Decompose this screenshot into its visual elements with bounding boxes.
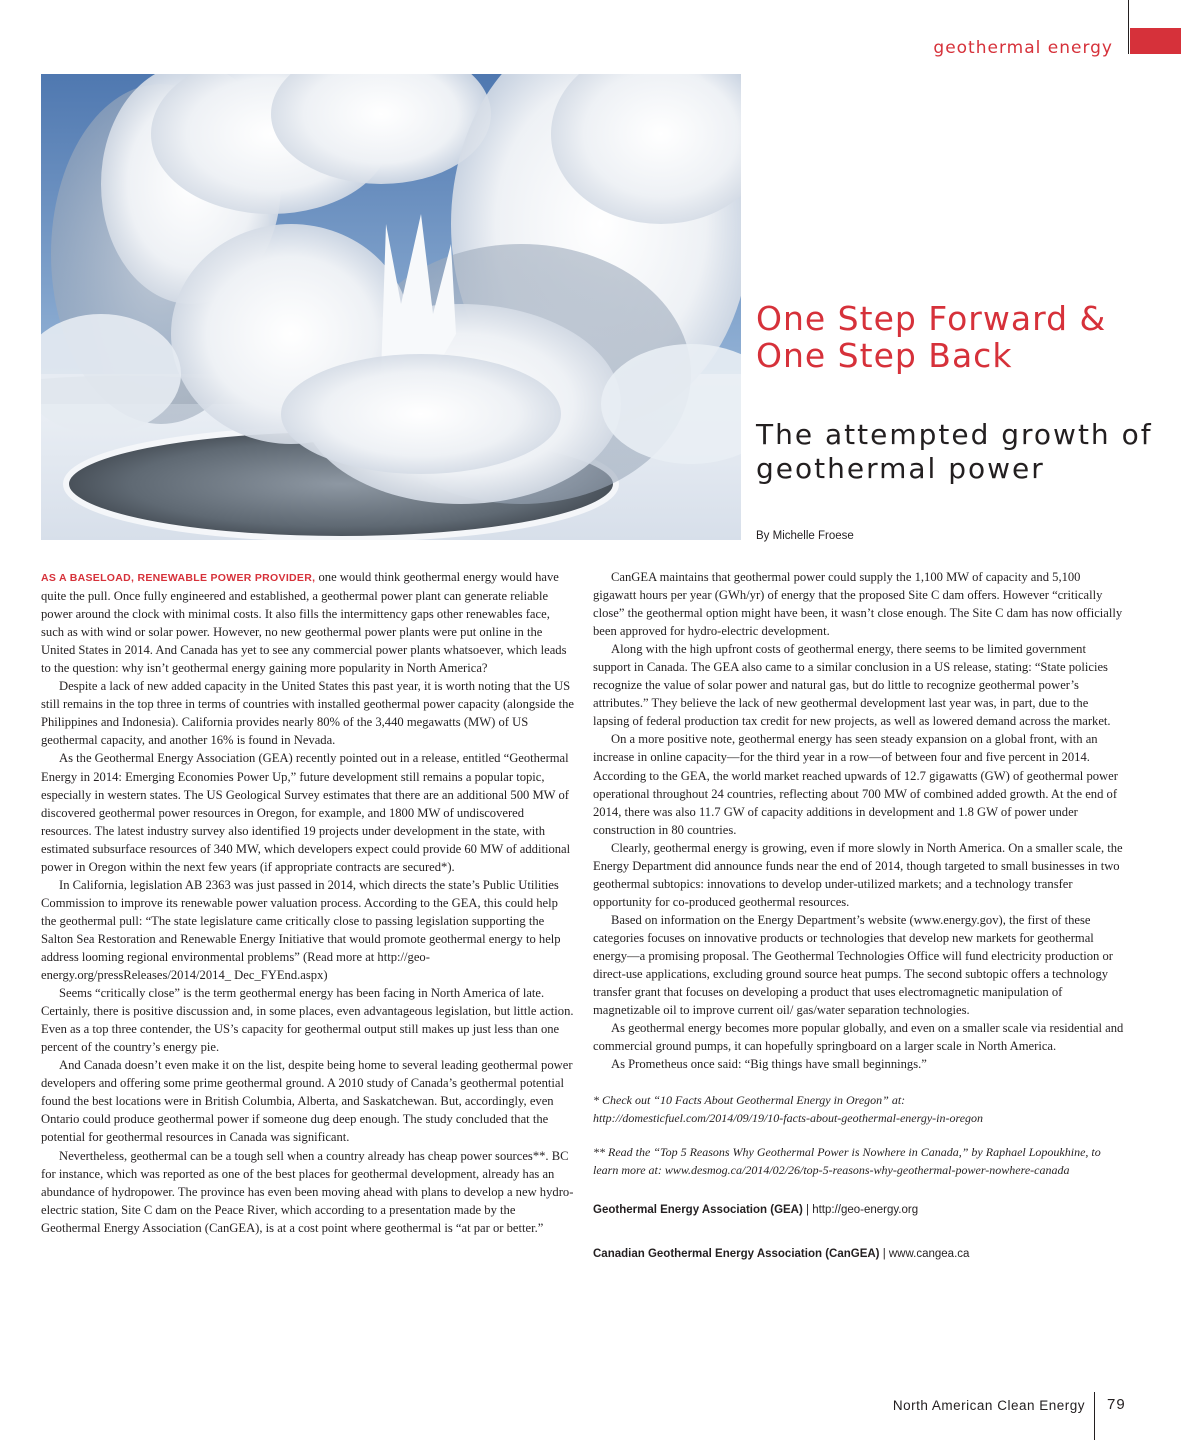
article-paragraph: Seems “critically close” is the term geothermal energy has been facing in North America of late. Certainly, there is positive discussion and, in some places, even advantageous legislation, but little action. Even as a top three contender, the US’s capacity for geothermal output still makes up just less than one percent of the country’s energy pie. [41,986,574,1055]
reference-gea-url[interactable]: | http://geo-energy.org [802,1204,919,1217]
article-title: One Step Forward & One Step Back [756,299,1107,375]
reference-cangea [593,1245,1126,1263]
article-paragraph: Based on information on the Energy Department’s website (www.energy.gov), the first of these categories focuses on innovative products or technologies that develop new markets for geothermal energy—a promising proposal. The Geothermal Technologies Office will fund electricity production or direct-use applications, excluding ground source heat pumps. The second subtopic offers a technology transfer grant that focuses on developing a product that uses electromagnetic manipulation of magnetizable oil to improve current oil/ gas/water separation technologies. [593,912,1113,1018]
header-divider [1128,0,1129,54]
footnote-1 [593,1091,1126,1127]
publication-name: North American Clean Energy [892,1398,1085,1413]
article-paragraph [41,568,574,677]
reference-cangea-name: Canadian Geothermal Energy Association (CanGEA) [593,1248,880,1261]
lead-in: AS A BASELOAD, RENEWABLE POWER PROVIDER, [41,572,316,584]
footnote-2: ** Read the “Top 5 Reasons Why Geothermal Power is Nowhere in Canada,” by Raphael Lopoukhine, to learn more at: www.desmog.ca/2014/02/26/top-5-reasons-why-geothermal-power-nowhere-canada [593,1145,1101,1178]
reference-gea-name: Geothermal Energy Association (GEA) [593,1204,803,1217]
reference-cangea-url[interactable]: | www.cangea.ca [879,1248,970,1261]
article-column-right [593,568,1126,1263]
reference-gea [593,1201,1126,1219]
article-paragraph: Despite a lack of new added capacity in the United States this past year, it is worth noting that the US still remains in the top three in terms of countries with installed geothermal power capacity (alongside the Philippines and Indonesia). California provides nearly 80% of the 3,440 megawatts (MW) of US geothermal capacity, and another 16% is found in Nevada. [41,679,574,748]
article-paragraph: CanGEA maintains that geothermal power could supply the 1,100 MW of capacity and 5,100 gigawatt hours per year (GWh/yr) of energy that the proposed Site C dam offers. However “critically close” the geothermal option might have been, it wasn’t close enough. The Site C dam has now officially been approved for hydro-electric development. [593,570,1123,639]
article-paragraph: And Canada doesn’t even make it on the list, despite being home to several leading geothermal power developers and offering some prime geothermal ground. A 2010 study of Canada’s geothermal potential found the best locations were in British Columbia, Alberta, and Saskatchewan. But, accordingly, even Ontario could produce geothermal power if someone dug deep enough. The study concluded that the potential for geothermal resources in Canada was significant. [41,1058,573,1145]
article-paragraph: Nevertheless, geothermal can be a tough sell when a country already has cheap power sources**. BC for instance, which was reported as one of the best places for geothermal development, already has an abundance of hydropower. The province has even been moving ahead with plans to develop a new hydro-electric station, Site C dam on the Peace River, which according to a presentation made by the Geothermal Energy Association (CanGEA), is at a cost point where geothermal is “at par or better.” [41,1148,574,1235]
page-number: 79 [1107,1396,1126,1413]
article-paragraph: As Prometheus once said: “Big things have small beginnings.” [611,1057,927,1072]
geyser-photo [41,74,741,540]
article-paragraph: As the Geothermal Energy Association (GEA) recently pointed out in a release, entitled “Geothermal Energy in 2014: Emerging Economies Power Up,” future development still remains a popular topic, especially in western states. The US Geological Survey estimates that there are an additional 500 MW of discovered geothermal power resources in Oregon, for example, and 1800 MW of undiscovered resources. The latest industry survey also identified 19 projects under development in the state, with estimated subsurface resources of 340 MW, which developers expect could provide 60 MW of additional power in Oregon within the next few years (if appropriate contracts are secured*). [41,751,571,874]
footnote-1-url[interactable]: http://domesticfuel.com/2014/09/19/10-facts-about-geothermal-energy-in-oregon [593,1111,984,1126]
section-color-tab [1130,28,1181,54]
article-paragraph: As geothermal energy becomes more popular globally, and even on a smaller scale via residential and commercial ground pumps, it can hopefully springboard on a larger scale in North America. [593,1021,1124,1054]
article-subtitle: The attempted growth of geothermal power [756,418,1153,485]
article-paragraph: On a more positive note, geothermal energy has seen steady expansion on a global front, with an increase in online capacity—for the third year in a row—of between four and five percent in 2014. According to the GEA, the world market reached upwards of 12.7 gigawatts (GW) of geothermal power operational throughout 24 countries, reflecting about 700 MW of combined added growth. At the end of 2014, there was also 11.7 GW of capacity additions in development and 1.8 GW of power under construction in 80 countries. [593,732,1118,837]
article-byline: By Michelle Froese [756,530,854,542]
footer-divider [1094,1392,1095,1440]
footnote-1-text: * Check out “10 Facts About Geothermal Energy in Oregon” at: [593,1093,906,1108]
article-paragraph: Clearly, geothermal energy is growing, even if more slowly in North America. On a smaller scale, the Energy Department did announce funds near the end of 2014, though targeted to small businesses in two geothermal subtopics: innovations to develop under-utilized markets; and a technology transfer opportunity for co-produced geothermal resources. [593,840,1123,909]
paragraph-text: one would think geothermal energy would have quite the pull. Once fully engineered and established, a geothermal power plant can generate reliable power around the clock with minimal costs. It also fills the intermittency gaps other renewables face, such as with wind or solar power. However, no new geothermal power plants were put online in the United States in 2014. And Canada has yet to see any commercial power plants whatsoever, which leads to the question: why isn’t geothermal energy gaining more popularity in North America? [41,570,567,676]
article-paragraph: In California, legislation AB 2363 was just passed in 2014, which directs the state’s Public Utilities Commission to improve its renewable power valuation process. According to the GEA, this could help the geothermal pull: “The state legislature came critically close to passing legislation supporting the Salton Sea Restoration and Renewable Energy Initiative that would promote geothermal energy to help address looming regional environmental problems” (Read more at http://geo-energy.org/pressReleases/2014/2014_ Dec_FYEnd.aspx) [41,877,561,983]
article-paragraph: Along with the high upfront costs of geothermal energy, there seems to be limited government support in Canada. The GEA also came to a similar conclusion in a US release, stating: “State policies recognize the value of solar power and natural gas, but do little to recognize geothermal power’s attributes.” They believe the lack of new geothermal development last year was, in part, due to the lapsing of federal production tax credit for new projects, as well as lowered demand across the market. [593,642,1111,729]
article-column-left [41,568,574,1237]
section-label: geothermal energy [933,38,1113,58]
